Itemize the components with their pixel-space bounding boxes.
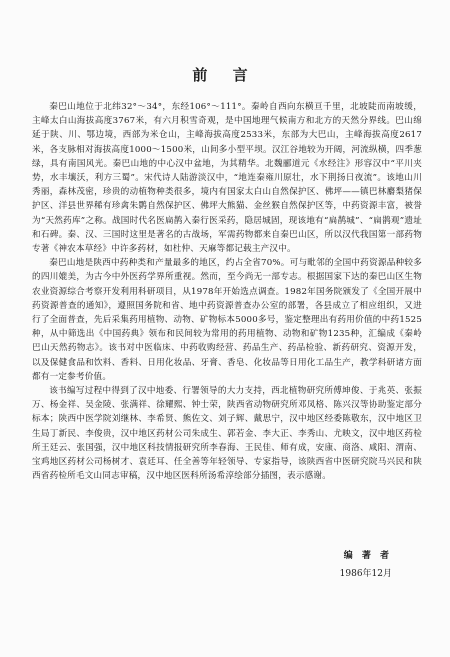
page-title: 前 言: [192, 66, 258, 84]
paragraph-3: 该书编写过程中得到了汉中地委、行署领导的大力支持，西北植物研究所傅坤俊、于兆英、张振万、杨金祥、吴金陵、张满祥、徐耀熙、钟士荣，陕西省动物研究所邓凤格、陈兴汉等协助鉴定部分标本；陕西中医学院刘继林、李希贤、熊佐文、刘子辉、戴思宁，汉中地区经委陈敬东，汉中地区卫生局丁新民、李俊贵，汉中地区药材公司朱成生、郭若金、李大正、李秀山、尤映文，汉中地区药检所王廷云、张国强，汉中地区科技情报研究所李春海、王民佳、师有成，安康、商洛、咸阳、渭南、宝鸡地区药材公司杨树才、袁廷耳、任全善等年轻领导、专家指导，该陕西省中医研究院马兴民和陕西省药检所毛文山同志审稿，汉中地区医科所汤希淳绘部分插图，表示感谢。: [32, 386, 422, 482]
body-text: [32, 100, 422, 483]
paragraph-2: 秦巴山地是陕西中药种类和产量最多的地区，约占全省70%。可与毗邻的全国中药资源品种较多的四川媲美，为古今中外医药学界所重视。然而，至今尚无一部专志。根据国家下达的秦巴山区生物农业资源综合考察开发利用科研项目，从1978年开始选点调查。1982年国务院颁发了《全国开展中药资源普查的通知》，遵照国务院和省、地中药资源普查办公室的部署，各县成立了相应组织，又进行了全面普查，先后采集药用植物、动物、矿物标本5000多号，鉴定整理出有药用价值的中药1525种，从中筛选出《中国药典》领布和民间较为常用的药用植物、动物和矿物1235种，汇编成《秦岭巴山天然药物志》。该书对中医临床、中药收购经营、药品生产、药品检验、新药研究、资源开发，以及保健食品和饮料、香料、日用化妆品、牙膏、香皂、化妆品等日用化工品生产，教学科研诸方面都有一定参考价值。: [32, 258, 422, 382]
signature-date: 1986年12月: [339, 569, 392, 579]
author-signature: 编 著 者: [343, 551, 392, 561]
paragraph-1: 秦巴山地位于北纬32°～34°，东经106°～111°。秦岭自西向东横亘千里，北坡陡而南坡缓，主峰太白山海拔高度3767米，有六月积雪奇观，是中国地理气候南方和北方的天然分界线。巴山绵延于陕、川、鄂边境，西部为米仓山，主峰海拔高度2533米，东部为大巴山，主峰海拔高度2617米，各支脉相对海拔高度1000～1500米，山间多小型平坝。汉江谷地较为开阔，河流纵横，四季葱绿，具有南国风光。秦巴山地的中心汉中盆地，为其精华。北魏郦道元《水经注》形容汉中“平川夹势，水丰壤沃，利方三蜀”。宋代诗人陆游淡汉中，“地连秦雍川原壮，水下荆扬日夜流”。该地山川秀丽，森林茂密，珍贵的动植物种类很多，境内有国家太白山自然保护区、佛坪——镇巴林麝梨猪保护区、洋县世界稀有珍禽朱鹮自然保护区、佛坪大熊猫、金丝猴自然保护区等，中药资源丰富，被誉为“天然药库”之称。战国时代名医扁鹊入秦行医采药，隐居城固，现该地有“扁鹊城”、“扁鹊观”遗址和石碑。秦、汉、三国时这里是著名的古战场，军需药物都来自秦巴山区，所以汉代我国第一部药物专著《神农本草经》中许多药材，如杜仲、天麻等都记载主产汉中。: [32, 102, 422, 255]
